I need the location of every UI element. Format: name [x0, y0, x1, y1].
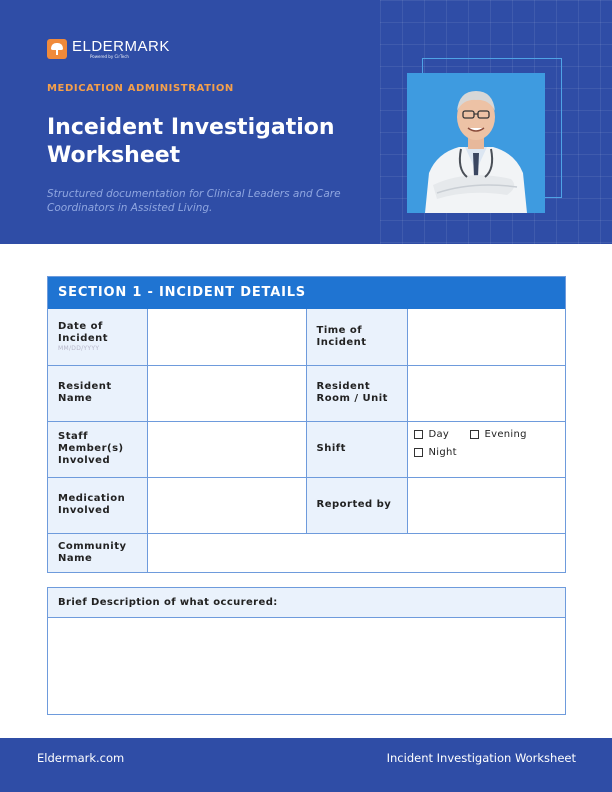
time-label: Time of Incident — [306, 309, 407, 365]
brand-logo — [47, 39, 170, 60]
staff-label: Staff Member(s) Involved — [48, 421, 147, 477]
brand-name: ELDERMARK — [72, 38, 170, 55]
resident-name-field[interactable] — [147, 365, 306, 421]
checkbox-icon — [470, 430, 479, 439]
community-field[interactable] — [147, 533, 565, 572]
brand-tagline: Powered by CirTech — [90, 54, 129, 59]
shift-evening-checkbox[interactable]: Evening — [470, 429, 527, 440]
description-box — [47, 587, 566, 715]
footer-website: Eldermark.com — [37, 751, 125, 765]
staff-field[interactable] — [147, 421, 306, 477]
doctor-photo — [407, 73, 545, 213]
shift-night-checkbox[interactable]: Night — [414, 447, 457, 458]
medication-label: Medication Involved — [48, 477, 147, 533]
footer — [0, 738, 612, 792]
description-label: Brief Description of what occurered: — [48, 588, 565, 618]
tree-icon — [47, 39, 67, 59]
date-label: Date of Incident MM/DD/YYYY — [48, 309, 147, 365]
checkbox-icon — [414, 430, 423, 439]
resident-room-field[interactable] — [407, 365, 565, 421]
reported-by-field[interactable] — [407, 477, 565, 533]
footer-doc-title: Incident Investigation Worksheet — [386, 751, 576, 765]
shift-options — [407, 421, 565, 477]
shift-day-checkbox[interactable]: Day — [414, 429, 450, 440]
resident-room-label: Resident Room / Unit — [306, 365, 407, 421]
resident-name-label: Resident Name — [48, 365, 147, 421]
reported-by-label: Reported by — [306, 477, 407, 533]
date-format-hint: MM/DD/YYYY — [58, 344, 100, 352]
header-banner — [0, 0, 612, 244]
shift-label: Shift — [306, 421, 407, 477]
page-title: Inceident Investigation Worksheet — [47, 115, 335, 168]
community-label: Community Name — [48, 533, 147, 572]
category-kicker: MEDICATION ADMINISTRATION — [47, 83, 234, 94]
date-field[interactable] — [147, 309, 306, 365]
checkbox-icon — [414, 448, 423, 457]
medication-field[interactable] — [147, 477, 306, 533]
time-field[interactable] — [407, 309, 565, 365]
incident-details-section — [47, 276, 566, 573]
page-subtitle: Structured documentation for Clinical Leaders and Care Coordinators in Assisted Living. — [47, 188, 341, 214]
description-field[interactable] — [48, 618, 565, 715]
section-title: SECTION 1 - INCIDENT DETAILS — [48, 277, 565, 309]
incident-details-table — [48, 309, 565, 572]
